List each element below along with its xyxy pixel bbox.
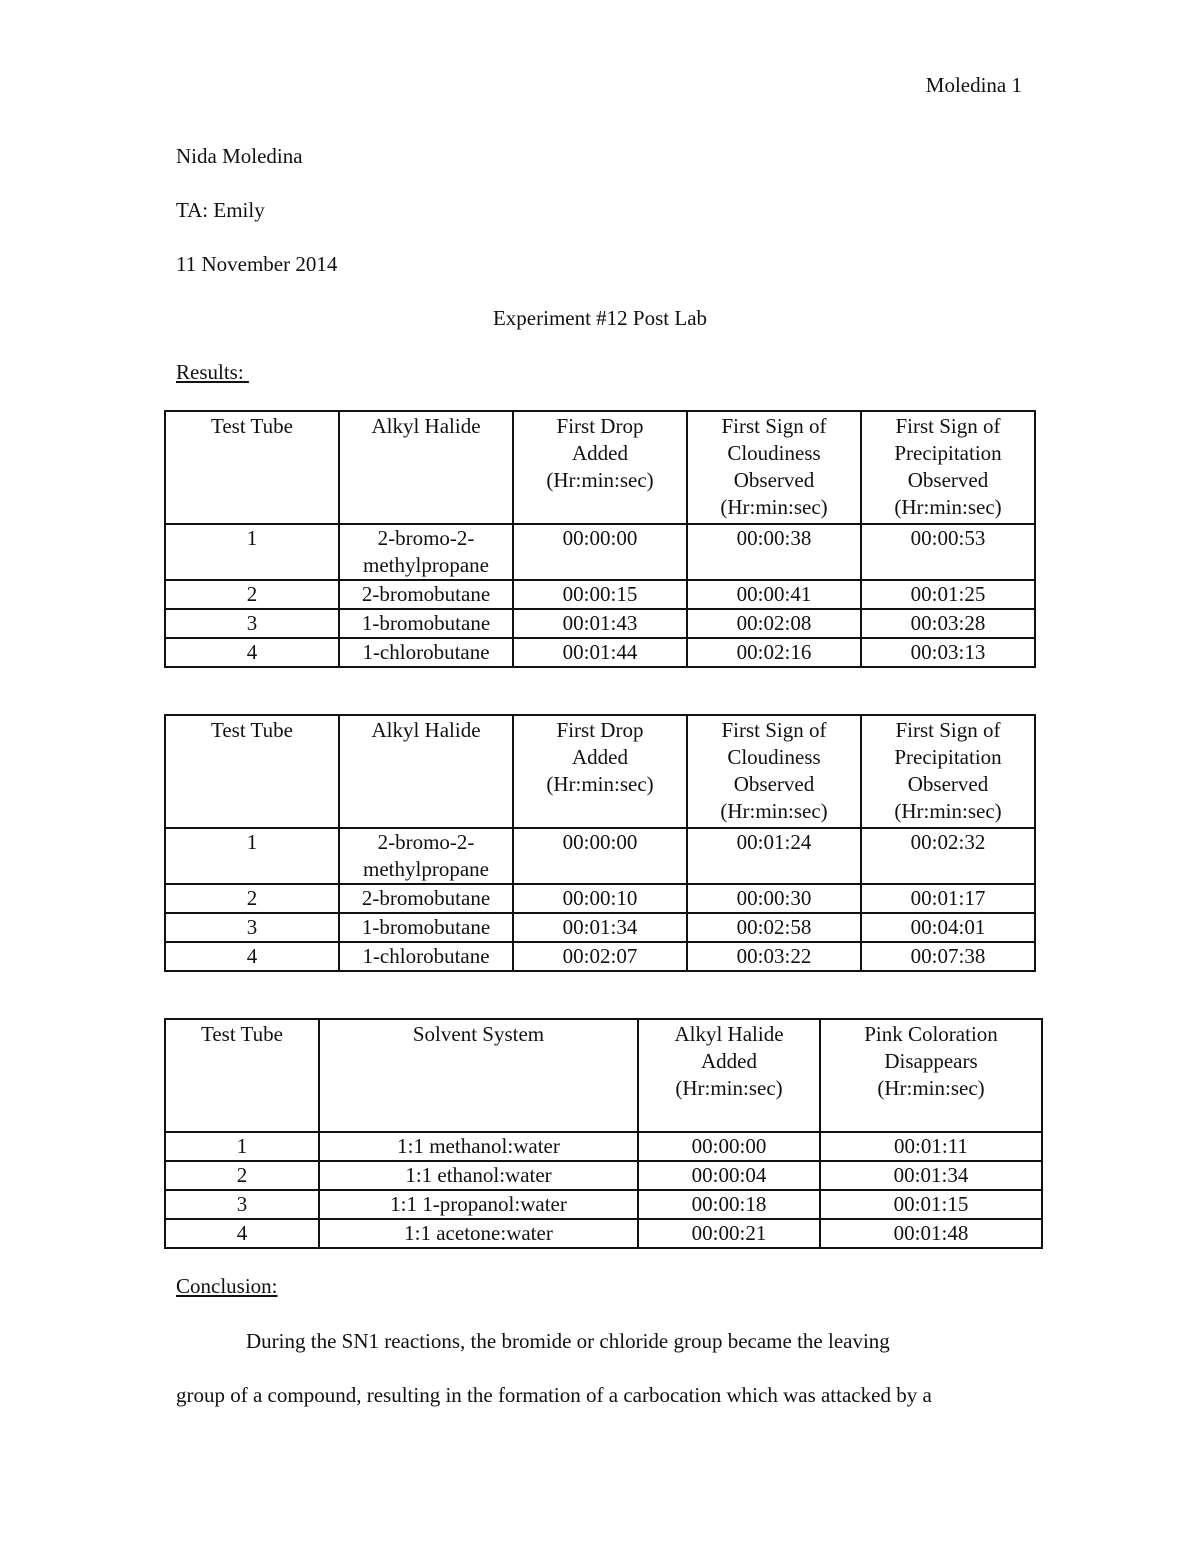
table-cell: 1-chlorobutane — [339, 942, 513, 971]
table-row — [165, 609, 1035, 638]
column-header — [165, 411, 339, 524]
table-row — [165, 884, 1035, 913]
column-header-line: (Hr:min:sec) — [877, 1076, 985, 1100]
column-header-line: Pink Coloration — [864, 1022, 998, 1046]
column-header-line: Solvent System — [412, 1022, 545, 1046]
column-header — [165, 715, 339, 828]
table-cell: 00:01:48 — [820, 1219, 1042, 1248]
table-cell: 00:01:15 — [820, 1190, 1042, 1219]
table-cell: 00:02:07 — [513, 942, 687, 971]
table-cell: 00:01:43 — [513, 609, 687, 638]
table-row — [165, 828, 1035, 884]
conclusion-heading: Conclusion: — [176, 1274, 278, 1298]
column-header — [861, 411, 1035, 524]
table-cell: 00:03:22 — [687, 942, 861, 971]
column-header-line: Precipitation — [894, 745, 1002, 769]
column-header-line: Observed — [907, 468, 989, 492]
column-header-line: Added — [701, 1049, 757, 1073]
column-header-line: (Hr:min:sec) — [720, 495, 828, 519]
table-row — [165, 580, 1035, 609]
table-cell: 00:01:17 — [861, 884, 1035, 913]
column-header — [165, 1019, 319, 1132]
results-table-3 — [164, 1018, 1043, 1249]
table-cell: 00:02:16 — [687, 638, 861, 667]
column-header-line: First Sign of — [895, 414, 1001, 438]
results-heading: Results: — [176, 360, 249, 384]
table-row — [165, 638, 1035, 667]
column-header — [638, 1019, 820, 1132]
table-cell: 1:1 acetone:water — [319, 1219, 638, 1248]
column-header-line: Test Tube — [201, 1022, 283, 1046]
table-row — [165, 1219, 1042, 1248]
table-row — [165, 1132, 1042, 1161]
table-cell: 00:07:38 — [861, 942, 1035, 971]
column-header-line: (Hr:min:sec) — [720, 799, 828, 823]
page-title: Experiment #12 Post Lab — [492, 306, 708, 330]
table-cell: 00:00:18 — [638, 1190, 820, 1219]
column-header-line: (Hr:min:sec) — [546, 468, 654, 492]
table-cell: 00:00:38 — [687, 524, 861, 580]
column-header — [319, 1019, 638, 1132]
column-header-line: (Hr:min:sec) — [546, 772, 654, 796]
table-cell: 00:03:13 — [861, 638, 1035, 667]
column-header — [820, 1019, 1042, 1132]
table-cell: 00:00:41 — [687, 580, 861, 609]
table-cell: 00:00:00 — [638, 1132, 820, 1161]
column-header-line: Added — [572, 745, 628, 769]
column-header — [339, 715, 513, 828]
column-header-line: Alkyl Halide — [674, 1022, 784, 1046]
table-cell: 4 — [165, 1219, 319, 1248]
table-row — [165, 1190, 1042, 1219]
table-cell: 00:03:28 — [861, 609, 1035, 638]
column-header-line: Added — [572, 441, 628, 465]
table-cell: 00:01:11 — [820, 1132, 1042, 1161]
table-cell: 00:00:53 — [861, 524, 1035, 580]
column-header — [513, 715, 687, 828]
table-header-row — [165, 1019, 1042, 1132]
column-header — [687, 411, 861, 524]
table-header-row — [165, 411, 1035, 524]
column-header-line: Alkyl Halide — [371, 718, 481, 742]
table-cell: 00:00:04 — [638, 1161, 820, 1190]
ta-name: TA: Emily — [176, 198, 265, 222]
table-cell: 00:01:34 — [513, 913, 687, 942]
column-header-line: (Hr:min:sec) — [894, 799, 1002, 823]
table-cell: 2-bromo-2-methylpropane — [339, 828, 513, 884]
column-header-line: Cloudiness — [727, 745, 821, 769]
table-cell: 1 — [165, 1132, 319, 1161]
table-cell: 1-bromobutane — [339, 609, 513, 638]
running-head: Moledina 1 — [925, 73, 1022, 97]
table-cell: 00:01:25 — [861, 580, 1035, 609]
column-header-line: Test Tube — [211, 414, 293, 438]
table-cell: 3 — [165, 1190, 319, 1219]
table-cell: 00:00:00 — [513, 524, 687, 580]
column-header — [861, 715, 1035, 828]
table-cell: 1:1 ethanol:water — [319, 1161, 638, 1190]
table-cell: 2 — [165, 1161, 319, 1190]
column-header-line: Precipitation — [894, 441, 1002, 465]
column-header — [513, 411, 687, 524]
column-header-line: Cloudiness — [727, 441, 821, 465]
table-cell: 00:00:10 — [513, 884, 687, 913]
table-cell: 00:02:32 — [861, 828, 1035, 884]
table-cell: 1:1 methanol:water — [319, 1132, 638, 1161]
table-cell: 00:00:30 — [687, 884, 861, 913]
column-header-line: Disappears — [884, 1049, 978, 1073]
table-row — [165, 524, 1035, 580]
table-cell: 3 — [165, 913, 339, 942]
table-cell: 4 — [165, 638, 339, 667]
table-cell: 1 — [165, 828, 339, 884]
column-header-line: First Sign of — [895, 718, 1001, 742]
column-header — [687, 715, 861, 828]
table-cell: 00:02:58 — [687, 913, 861, 942]
table-cell: 3 — [165, 609, 339, 638]
table-cell: 00:01:34 — [820, 1161, 1042, 1190]
table-cell: 00:00:21 — [638, 1219, 820, 1248]
table-cell: 1:1 1-propanol:water — [319, 1190, 638, 1219]
table-cell: 2-bromo-2-methylpropane — [339, 524, 513, 580]
results-table-1 — [164, 410, 1036, 668]
table-cell: 00:02:08 — [687, 609, 861, 638]
table-row — [165, 1161, 1042, 1190]
document-date: 11 November 2014 — [176, 252, 338, 276]
table-cell: 00:04:01 — [861, 913, 1035, 942]
column-header-line: (Hr:min:sec) — [894, 495, 1002, 519]
table-cell: 00:01:24 — [687, 828, 861, 884]
column-header-line: Alkyl Halide — [371, 414, 481, 438]
table-cell: 2-bromobutane — [339, 580, 513, 609]
table-cell: 2 — [165, 580, 339, 609]
table-cell: 4 — [165, 942, 339, 971]
column-header-line: (Hr:min:sec) — [675, 1076, 783, 1100]
column-header-line: Observed — [733, 772, 815, 796]
table-cell: 1 — [165, 524, 339, 580]
table-cell: 00:01:44 — [513, 638, 687, 667]
column-header-line: Observed — [733, 468, 815, 492]
conclusion-line-1: During the SN1 reactions, the bromide or chloride group became the leaving — [246, 1329, 890, 1353]
table-row — [165, 942, 1035, 971]
table-cell: 00:00:15 — [513, 580, 687, 609]
column-header-line: First Sign of — [721, 414, 827, 438]
table-cell: 1-bromobutane — [339, 913, 513, 942]
table-cell: 1-chlorobutane — [339, 638, 513, 667]
table-row — [165, 913, 1035, 942]
column-header-line: First Drop — [556, 414, 644, 438]
column-header — [339, 411, 513, 524]
table-cell: 2 — [165, 884, 339, 913]
table-cell: 2-bromobutane — [339, 884, 513, 913]
column-header-line: Test Tube — [211, 718, 293, 742]
column-header-line: First Sign of — [721, 718, 827, 742]
table-header-row — [165, 715, 1035, 828]
conclusion-line-2: group of a compound, resulting in the formation of a carbocation which was attacked by a — [176, 1383, 932, 1407]
column-header-line: First Drop — [556, 718, 644, 742]
results-table-2 — [164, 714, 1036, 972]
table-cell: 00:00:00 — [513, 828, 687, 884]
author-name: Nida Moledina — [176, 144, 303, 168]
column-header-line: Observed — [907, 772, 989, 796]
